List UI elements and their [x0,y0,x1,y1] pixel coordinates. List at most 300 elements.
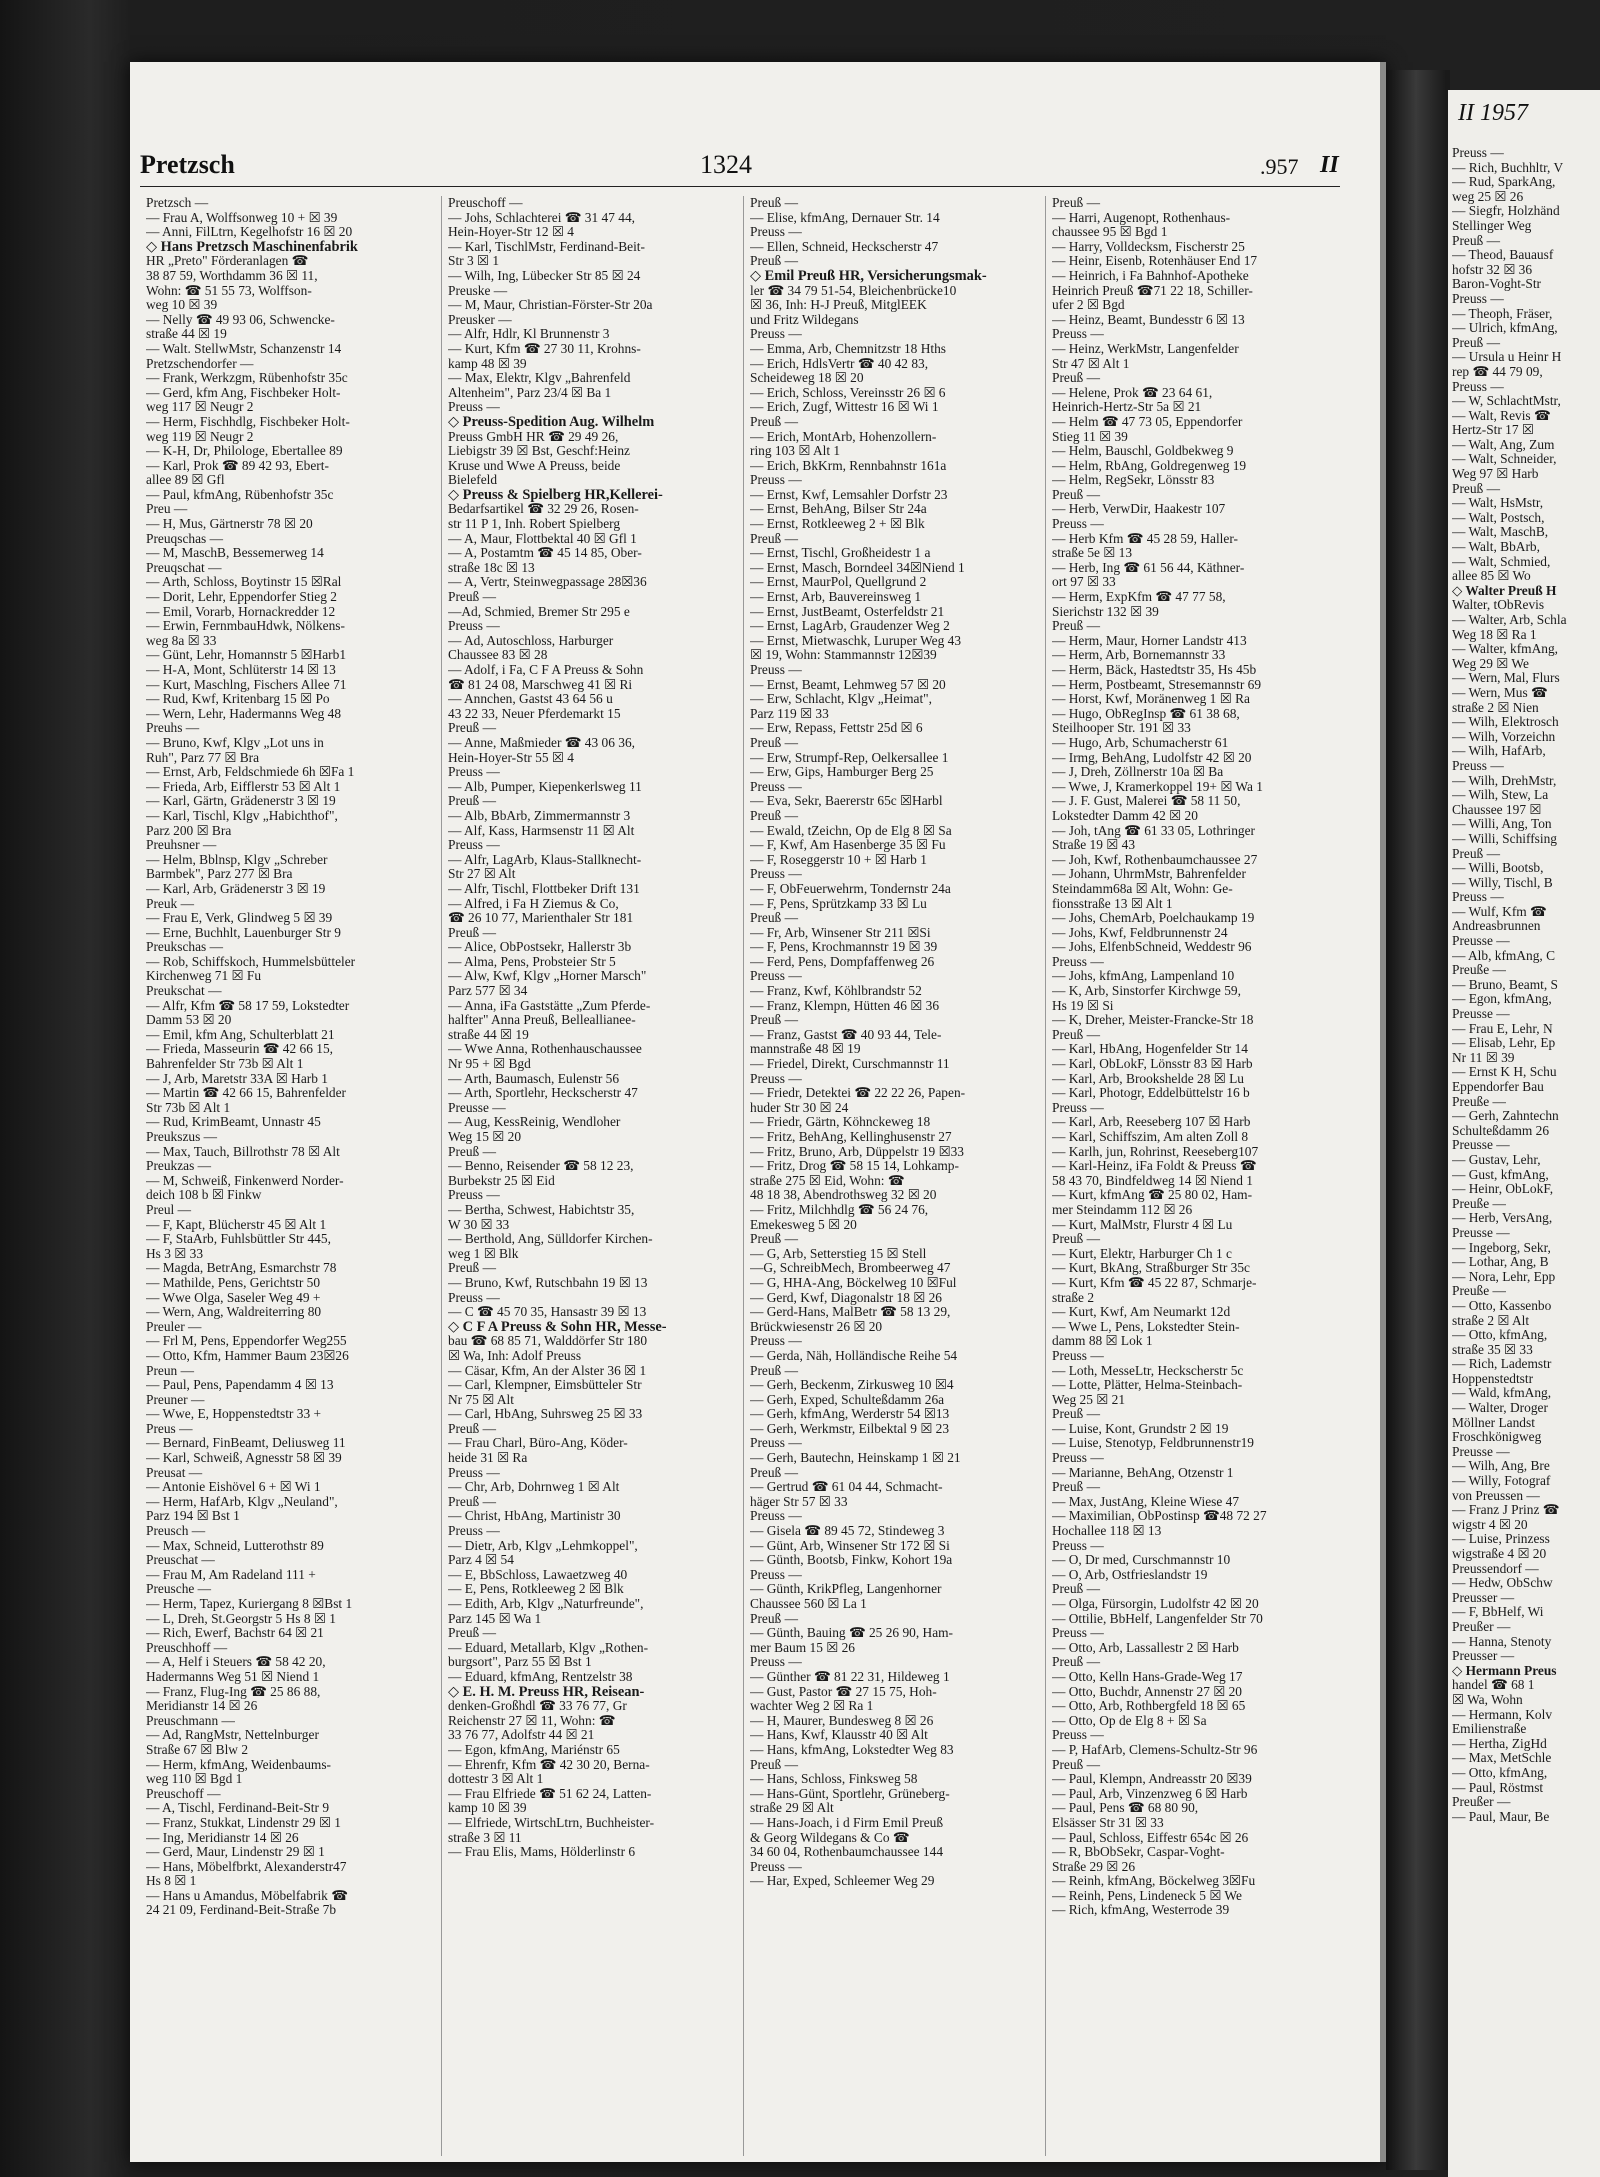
directory-entry: Preuschat — [146,1553,215,1568]
directory-entry: Preuss — [1052,1451,1104,1466]
directory-entry: — Johann, UhrmMstr, Bahrenfelder [1052,867,1246,882]
directory-entry: — Rud, KrimBeamt, Unnastr 45 [146,1115,321,1130]
directory-entry: — Rob, Schiffskoch, Hummelsbütteler [146,954,356,969]
directory-entry: Steindamm68a ☒ Alt, Wohn: Ge- [1052,881,1233,896]
directory-entry: Lokstedter Damm 42 ☒ 20 [1052,808,1198,823]
directory-entry: Hoppenstedtstr [1452,1371,1534,1386]
directory-entry: Preuss — [1052,327,1104,342]
directory-entry: — Günt, Arb, Winsener Str 172 ☒ Si [750,1538,950,1553]
directory-entry: ◇ Emil Preuß HR, Versicherungsmak- [750,268,987,284]
directory-entry: — Martin ☎ 42 66 15, Bahrenfelder [146,1086,347,1101]
directory-entry: — Wilh, HafArb, [1452,744,1546,759]
directory-entry: Preuß — [1052,619,1100,634]
directory-entry: Emilienstraße [1452,1722,1527,1737]
directory-entry: Preussendorf — [1452,1561,1539,1576]
directory-entry: — Fritz, Bruno, Arb, Düppelstr 19 ☒33 [750,1144,964,1159]
directory-entry: — Fritz, Drog ☎ 58 15 14, Lohkamp- [750,1159,959,1174]
directory-entry: 24 21 09, Ferdinand-Beit-Straße 7b [146,1903,337,1918]
directory-entry: Preuß — [448,1626,496,1641]
directory-entry: — Wern, Lehr, Hadermanns Weg 48 [146,706,342,721]
directory-entry: — Mathilde, Pens, Gerichtstr 50 [146,1275,321,1290]
directory-entry: Preuß — [750,1013,798,1028]
directory-entry: — Edith, Arb, Klgv „Naturfreunde", [448,1597,644,1611]
directory-entry: — Erich, BkKrm, Rennbahnstr 161a [750,458,947,473]
directory-entry: — Alfr, Kfm ☎ 58 17 59, Lokstedter [146,998,350,1013]
directory-entry: — Carl, HbAng, Suhrsweg 25 ☒ 33 [448,1407,643,1422]
directory-entry: — G, Arb, Setterstieg 15 ☒ Stell [750,1246,927,1261]
directory-entry: Andreasbrunnen [1452,919,1541,934]
directory-entry: Preuß — [750,1611,798,1626]
directory-entry: deich 108 b ☒ Finkw [146,1188,262,1203]
directory-entry: — Arth, Sportlehr, Heckscherstr 47 [448,1086,638,1101]
directory-entry: — Bruno, Beamt, S [1452,977,1559,992]
directory-entry: Walter, tObRevis [1452,598,1545,613]
directory-entry: — M, MaschB, Bessemerweg 14 [146,546,324,561]
directory-entry: — Frieda, Arb, Eifflerstr 53 ☒ Alt 1 [146,779,341,794]
directory-entry: — Günth, Bootsb, Finkw, Kohort 19a [750,1553,953,1568]
directory-entry: — Ehrenfr, Kfm ☎ 42 30 20, Berna- [448,1757,650,1772]
directory-entry: Weg 15 ☒ 20 [448,1130,522,1144]
directory-entry: — Herb, VersAng, [1452,1211,1553,1226]
directory-entry: ☒ 19, Wohn: Stammannstr 12☒39 [750,648,937,663]
directory-entry: — Max, Elektr, Klgv „Bahrenfeld [448,371,631,386]
directory-entry: — F, Roseggerstr 10 + ☒ Harb 1 [750,852,927,867]
directory-entry: — Willi, Bootsb, [1452,861,1544,876]
directory-entry: Weg 97 ☒ Harb [1452,467,1539,482]
directory-entry: Hs 3 ☒ 33 [146,1246,204,1261]
directory-entry: — Carl, Klempner, Eimsbütteler Str [448,1378,642,1393]
directory-entry: Preusse — [1452,1225,1510,1240]
directory-entry: — Hans-Günt, Sportlehr, Grüneberg- [750,1786,950,1801]
directory-entry: — Helm, RbAng, Goldregenweg 19 [1052,458,1247,473]
directory-entry: — Elfriede, WirtschLtrn, Buchheister- [448,1815,655,1830]
directory-entry: — Chr, Arb, Dohrnweg 1 ☒ Alt [448,1480,620,1495]
next-page-header: II 1957 [1458,100,1528,126]
directory-entry: — Herb Kfm ☎ 45 28 59, Haller- [1052,531,1238,546]
directory-entry: — Karl, Arb, Brookshelde 28 ☒ Lu [1052,1071,1245,1086]
directory-entry: allee 89 ☒ Gfl [146,473,225,488]
directory-entry: — Heinz, WerkMstr, Langenfelder [1052,341,1239,356]
directory-entry: — Willi, Schiffsing [1452,831,1557,846]
directory-entry: — Horst, Kwf, Moränenweg 1 ☒ Ra [1052,692,1250,707]
directory-entry: Preuss — [1452,758,1504,773]
directory-entry: & Georg Wildegans & Co ☎ [750,1830,910,1845]
directory-entry: — Friedel, Direkt, Curschmannstr 11 [750,1057,950,1072]
directory-entry: — Johs, kfmAng, Lampenland 10 [1052,969,1235,984]
directory-entry: — A, Helf i Steuers ☎ 58 42 20, [146,1655,326,1670]
directory-entry: — Hans, kfmAng, Lokstedter Weg 83 [750,1742,954,1757]
directory-entry: — Elise, kfmAng, Dernauer Str. 14 [750,210,940,225]
directory-entry: — F, Kapt, Blücherstr 45 ☒ Alt 1 [146,1217,327,1232]
directory-entry: ◇ Walter Preuß H [1452,583,1557,598]
directory-entry: — Günth, KrikPfleg, Langenhorner [750,1582,942,1597]
directory-entry: ☎ 26 10 77, Marienthaler Str 181 [448,911,634,926]
directory-entry: — H, Maurer, Bundesweg 8 ☒ 26 [750,1713,934,1728]
directory-entry: ufer 2 ☒ Bgd [1052,298,1125,313]
directory-entry: — Maximilian, ObPostinsp ☎48 72 27 [1052,1509,1267,1524]
directory-entry: — Alf, Kass, Harmsenstr 11 ☒ Alt [448,823,635,838]
directory-entry: — Walt, HsMstr, [1452,496,1544,511]
directory-entry: — Wwe, J, Kramerkoppel 19+ ☒ Wa 1 [1052,779,1263,794]
directory-entry: Preuß — [750,735,798,750]
directory-entry: — Joh, Kwf, Rothenbaumchaussee 27 [1052,852,1258,867]
directory-entry: — Max, MetSchle [1452,1751,1552,1766]
directory-entry: — Elisab, Lehr, Ep [1452,1036,1556,1051]
directory-entry: — Herm, Postbeamt, Stresemannstr 69 [1052,677,1262,692]
directory-entry: Heinrich Preuß ☎71 22 18, Schiller- [1052,283,1253,298]
directory-entry: Preuss — [1052,1100,1104,1115]
directory-entry: damm 88 ☒ Lok 1 [1052,1334,1153,1349]
directory-entry: — Harri, Augenopt, Rothenhaus- [1052,210,1231,225]
directory-entry: Preuschoff — [448,196,523,210]
directory-entry: — Erich, Schloss, Vereinsstr 26 ☒ 6 [750,385,946,400]
directory-entry: straße 18c ☒ 13 [448,560,535,575]
directory-entry: — Ernst, Tischl, Großheidestr 1 a [750,546,931,561]
directory-entry: — Heinz, Beamt, Bundesstr 6 ☒ 13 [1052,312,1245,327]
directory-entry: — Helm, Bauschl, Goldbekweg 9 [1052,444,1234,459]
directory-entry: Nr 75 ☒ Alt [448,1392,514,1407]
directory-entry: Preuss — [1452,379,1504,394]
directory-entry: — K-H, Dr, Philologe, Ebertallee 89 [146,444,343,459]
directory-entry: Eppendorfer Bau [1452,1080,1544,1094]
directory-entry: chaussee 95 ☒ Bgd 1 [1052,225,1168,240]
directory-entry: bau ☎ 68 85 71, Walddörfer Str 180 [448,1334,648,1349]
directory-entry: — Otto, kfmAng, [1452,1328,1548,1343]
directory-entry: — Wilh, Ing, Lübecker Str 85 ☒ 24 [448,268,641,283]
directory-entry: — K, Dreher, Meister-Francke-Str 18 [1052,1013,1254,1028]
directory-entry: — Ewald, tZeichn, Op de Elg 8 ☒ Sa [750,823,952,838]
directory-entry: — Herm, Maur, Horner Landstr 413 [1052,633,1247,648]
directory-entry: — Walt, Schneider, [1452,452,1557,467]
directory-entry: Preusse — [1452,1444,1510,1459]
directory-entry: straße 2 [1052,1290,1095,1305]
directory-entry: ☒ Wa, Inh: Adolf Preuss [448,1348,582,1363]
directory-entry: — Benno, Reisender ☎ 58 12 23, [448,1159,634,1174]
directory-entry: — Frau Elfriede ☎ 51 62 24, Latten- [448,1786,652,1801]
directory-entry: — Walter, Droger [1452,1401,1548,1416]
directory-entry: Preuß — [1052,196,1100,210]
directory-entry: — Ernst, MaurPol, Quellgrund 2 [750,575,927,590]
directory-entry: Preusker — [448,312,512,327]
directory-entry: Str 27 ☒ Alt [448,867,516,882]
directory-entry: — Kurt, Elektr, Harburger Ch 1 c [1052,1246,1232,1261]
directory-entry: Preusse — [448,1100,506,1115]
directory-entry: — Cäsar, Kfm, An der Alster 36 ☒ 1 [448,1363,647,1378]
next-page-edge [1448,90,1600,2177]
directory-entry: — Frank, Werkzgm, Rübenhofstr 35c [146,371,348,386]
directory-entry: Preuss — [750,1334,802,1349]
directory-entry: Preusse — [1452,1138,1510,1153]
directory-entry: — Günt, Lehr, Homannstr 5 ☒Harb1 [146,648,347,663]
directory-entry: — Rich, Ewerf, Bachstr 64 ☒ 21 [146,1626,324,1641]
directory-entry: — Gerh, Zahntechn [1452,1109,1559,1124]
directory-entry: Stellinger Weg [1452,218,1532,233]
directory-entry: straße 44 ☒ 19 [448,1027,529,1042]
directory-entry: Preuß — [448,1144,496,1159]
directory-entry: — Karl, Gärtn, Grädenerstr 3 ☒ 19 [146,794,336,809]
directory-entry: Parz 119 ☒ 33 [750,706,829,721]
directory-entry: — Fritz, BehAng, Kellinghusenstr 27 [750,1130,952,1144]
directory-entry: ◇ Hans Pretzsch Maschinenfabrik [146,239,358,255]
directory-entry: häger Str 57 ☒ 33 [750,1494,848,1509]
directory-entry: Chaussee 560 ☒ La 1 [750,1597,867,1611]
directory-entry: hofstr 32 ☒ 36 [1452,262,1533,277]
directory-entry: — F, StaArb, Fuhlsbüttler Str 445, [146,1232,331,1247]
directory-entry: — H, Mus, Gärtnerstr 78 ☒ 20 [146,517,313,532]
directory-entry: Preußer — [1452,1619,1511,1634]
directory-entry: — Paul, Pens ☎ 68 80 90, [1052,1801,1199,1816]
directory-entry: — Wwe, E, Hoppenstedtstr 33 + [146,1407,322,1422]
directory-entry: — Ernst, JustBeamt, Osterfeldstr 21 [750,604,945,619]
directory-entry: Preuße — [1452,1196,1506,1211]
directory-entry: — Johs, ElfenbSchneid, Weddestr 96 [1052,940,1252,955]
directory-entry: allee 85 ☒ Wo [1452,569,1531,584]
directory-entry: — Karl, ObLokF, Lönsstr 83 ☒ Harb [1052,1057,1253,1072]
directory-entry: — F, Pens, Krochmannstr 19 ☒ 39 [750,940,938,955]
directory-entry: — Karl, Arb, Grädenerstr 3 ☒ 19 [146,881,326,896]
directory-entry: — Arth, Schloss, Boytinstr 15 ☒Ral [146,575,342,590]
directory-entry: Preuß — [750,808,798,823]
directory-entry: Preuß — [448,794,496,809]
directory-entry: Preuss — [1052,1728,1104,1743]
directory-entry: Preuss — [750,327,802,342]
directory-entry: Preuß — [1052,1655,1100,1670]
directory-entry: weg 119 ☒ Neugr 2 [146,429,254,444]
directory-entry: — Wern, Mus ☎ [1452,685,1548,700]
directory-entry: burgsort", Parz 55 ☒ Bst 1 [448,1655,592,1670]
directory-entry: Preuß — [1052,487,1100,502]
directory-entry: — L, Dreh, St.Georgstr 5 Hs 8 ☒ 1 [146,1611,336,1626]
directory-entry: — Ad, RangMstr, Nettelnburger [146,1728,319,1743]
directory-entry: — Walt, MaschB, [1452,525,1549,540]
directory-entry: — Nora, Lehr, Epp [1452,1269,1556,1284]
directory-entry: Preuss — [750,867,802,882]
directory-entry: — Johs, ChemArb, Poelchaukamp 19 [1052,911,1255,926]
directory-entry: Preuske — [448,283,508,298]
directory-entry: — Ingeborg, Sekr, [1452,1240,1551,1255]
directory-entry: — Hans, Kwf, Klausstr 40 ☒ Alt [750,1728,928,1743]
directory-entry: — Karl, TischlMstr, Ferdinand-Beit- [448,239,645,254]
directory-entry: — Otto, kfmAng, [1452,1765,1548,1780]
directory-column-4 [1046,196,1348,2156]
directory-entry: Preuss — [1452,146,1504,160]
directory-entry: — Otto, Kassenbo [1452,1298,1552,1313]
directory-entry: von Preussen — [1452,1488,1540,1503]
directory-entry: — Rich, Lademstr [1452,1357,1552,1372]
directory-entry: dottestr 3 ☒ Alt 1 [448,1772,544,1787]
directory-entry: — Otto, Arb, Rothbergfeld 18 ☒ 65 [1052,1699,1246,1714]
directory-entry: Hs 19 ☒ Si [1052,998,1114,1013]
directory-entry: Parz 145 ☒ Wa 1 [448,1611,542,1626]
directory-entry: — Frau M, Am Radeland 111 + [146,1567,316,1582]
directory-entry: — F, BbHelf, Wi [1452,1605,1544,1620]
directory-entry: straße 275 ☒ Eid, Wohn: ☎ [750,1173,905,1188]
directory-entry: Preuß — [750,1363,798,1378]
directory-entry: Preuss — [1052,1348,1104,1363]
header-page-number: 1324 [700,150,752,179]
directory-entry: — Max, Schneid, Lutterothstr 89 [146,1538,324,1553]
directory-entry: straße 29 ☒ Alt [750,1801,834,1816]
directory-entry: — Hans, Möbelfbrkt, Alexanderstr47 [146,1859,347,1874]
directory-entry: 58 43 70, Bindfeldweg 14 ☒ Niend 1 [1052,1173,1253,1188]
directory-entry: — Marianne, BehAng, Otzenstr 1 [1052,1465,1234,1480]
directory-entry: Preuss — [750,225,802,240]
directory-entry: — Paul, Arb, Vinzenzweg 6 ☒ Harb [1052,1786,1248,1801]
directory-entry: ler ☎ 34 79 51-54, Bleichenbrücke10 [750,283,957,298]
directory-entry: ☎ 81 24 08, Marschweg 41 ☒ Ri [448,677,633,692]
directory-entry: — Gerd, kfm Ang, Fischbeker Holt- [146,385,341,400]
directory-entry: — Herm, HafArb, Klgv „Neuland", [146,1494,338,1509]
directory-entry: Preusse — [1452,1007,1510,1022]
directory-entry: — Bernard, FinBeamt, Deliusweg 11 [146,1436,346,1451]
directory-entry: Scheideweg 18 ☒ 20 [750,371,864,386]
directory-entry: ◇ Hermann Preus [1452,1663,1557,1678]
directory-entry: — W, SchlachtMstr, [1452,394,1561,409]
directory-entry: — Wulf, Kfm ☎ [1452,904,1547,919]
directory-entry: Preuß — [750,1757,798,1772]
directory-entry: — Ernst, BehAng, Bilser Str 24a [750,502,927,517]
directory-entry: Preuhs — [146,721,200,736]
directory-entry: — Alice, ObPostsekr, Hallerstr 3b [448,940,632,955]
directory-entry: — Emma, Arb, Chemnitzstr 18 Hths [750,341,947,356]
directory-entry: — Christ, HbAng, Martinistr 30 [448,1509,621,1524]
directory-entry: ◇ E. H. M. Preuss HR, Reisean- [448,1684,645,1700]
directory-entry: — Annchen, Gastst 43 64 56 u [448,692,613,707]
directory-entry: — Kurt, Kfm ☎ 45 22 87, Schmarje- [1052,1275,1257,1290]
directory-entry: heide 31 ☒ Ra [448,1451,528,1466]
directory-entry: — Herb, VerwDir, Haakestr 107 [1052,502,1226,517]
directory-entry: — Olga, Fürsorgin, Ludolfstr 42 ☒ 20 [1052,1597,1259,1611]
directory-entry: — Alfred, i Fa H Ziemus & Co, [448,896,619,911]
directory-entry: Preuß — [750,196,798,210]
directory-entry: Kruse und Wwe A Preuss, beide [448,458,621,473]
directory-entry: Preuß — [448,590,496,605]
directory-entry: — Franz, Kwf, Köhlbrandstr 52 [750,984,922,999]
directory-entry: kamp 10 ☒ 39 [448,1801,527,1816]
directory-entry: straße 5e ☒ 13 [1052,546,1133,561]
directory-entry: — Ernst, Mietwaschk, Luruper Weg 43 [750,633,962,648]
directory-entry: — Fritz, Milchhdlg ☎ 56 24 76, [750,1202,929,1217]
directory-entry: — Erw, Gips, Hamburger Berg 25 [750,765,934,780]
directory-entry: und Fritz Wildegans [750,312,859,327]
directory-entry: — Erw, Repass, Fettstr 25d ☒ 6 [750,721,923,736]
directory-entry: —Ad, Schmied, Bremer Str 295 e [448,604,630,619]
directory-entry: straße 44 ☒ 19 [146,327,227,342]
directory-entry: Preuß — [750,911,798,926]
directory-entry: Preuss — [448,1465,500,1480]
directory-entry: — Kurt, BkAng, Straßburger Str 35c [1052,1261,1250,1276]
directory-entry: — Walt, Postsch, [1452,510,1545,525]
directory-entry: — E, Pens, Rotkleeweg 2 ☒ Blk [448,1582,624,1597]
directory-entry: — Luise, Prinzess [1452,1532,1550,1547]
directory-entry: — Gerh, kfmAng, Werderstr 54 ☒13 [750,1407,950,1422]
directory-entry: Preuß — [1052,1407,1100,1422]
directory-entry: — F, ObFeuerwehrm, Tondernstr 24a [750,881,951,896]
directory-entry: — Erich, MontArb, Hohenzollern- [750,429,937,444]
directory-entry: — Emil, kfm Ang, Schulterblatt 21 [146,1027,335,1042]
directory-entry: Pretzsch — [146,196,209,210]
directory-entry: — Helm, Bblnsp, Klgv „Schreber [146,852,328,867]
directory-entry: halfter" Anna Preuß, Belleallianee- [448,1013,636,1028]
header-volume: II [1320,152,1339,178]
directory-entry: — Max, Tauch, Billrothstr 78 ☒ Alt [146,1144,340,1159]
directory-entry: — Hans-Joach, i d Firm Emil Preuß [750,1815,944,1830]
directory-entry: — Erw, Schlacht, Klgv „Heimat", [750,692,932,707]
directory-entry: — Wilh, Ang, Bre [1452,1459,1550,1474]
directory-entry: — Wern, Ang, Waldreiterring 80 [146,1305,322,1320]
directory-entry: Preuß — [1052,1480,1100,1495]
directory-entry: Preusch — [146,1524,206,1539]
directory-entry: — Otto, Buchdr, Annenstr 27 ☒ 20 [1052,1684,1242,1699]
directory-entry: — Reinh, kfmAng, Böckelweg 3☒Fu [1052,1874,1256,1889]
directory-entry: Preuschhoff — [146,1640,228,1655]
directory-entry: Preusser — [1452,1649,1515,1664]
directory-entry: Preuschmann — [146,1713,235,1728]
directory-entry: Parz 200 ☒ Bra [146,823,232,838]
directory-entry: Preuqschat — [146,560,222,575]
directory-entry: Preus — [146,1421,193,1436]
directory-entry: — Paul, kfmAng, Rübenhofstr 35c [146,487,334,502]
directory-entry: Bedarfsartikel ☎ 32 29 26, Rosen- [448,502,639,517]
directory-entry: — Karl, Schiffszim, Am alten Zoll 8 [1052,1130,1249,1144]
directory-entry: — E, BbSchloss, Lawaetzweg 40 [448,1567,628,1582]
directory-entry: Preuss — [448,1524,500,1539]
directory-entry: Schulteßdamm 26 [1452,1123,1550,1138]
directory-entry: — Herm, Bäck, Hastedtstr 35, Hs 45b [1052,663,1257,677]
directory-entry: weg 110 ☒ Bgd 1 [146,1772,243,1787]
directory-entry: — Walt, Ang, Zum [1452,437,1555,452]
directory-entry: — Franz, Flug-Ing ☎ 25 86 88, [146,1684,321,1699]
directory-entry: Preuss — [750,1859,802,1874]
directory-entry: ort 97 ☒ 33 [1052,575,1116,590]
header-place-name: Pretzsch [140,150,235,179]
directory-entry: Weg 18 ☒ Ra 1 [1452,627,1537,642]
directory-entry: handel ☎ 68 1 [1452,1678,1535,1693]
directory-entry: — A, Tischl, Ferdinand-Beit-Str 9 [146,1801,330,1816]
directory-entry: fionsstraße 13 ☒ Alt 1 [1052,896,1173,911]
directory-entry: — Joh, tAng ☎ 61 33 05, Lothringer [1052,823,1256,838]
directory-entry: straße 35 ☒ 33 [1452,1342,1533,1357]
directory-entry: Chaussee 83 ☒ 28 [448,648,548,663]
directory-entry: Preuss — [448,1290,500,1305]
directory-entry: — A, Vertr, Steinwegpassage 28☒36 [448,575,647,590]
directory-entry: — Otto, Op de Elg 8 + ☒ Sa [1052,1713,1207,1728]
directory-entry: W 30 ☒ 33 [448,1217,510,1232]
directory-entry: — Gerh, Bautechn, Heinskamp 1 ☒ 21 [750,1451,961,1466]
directory-entry: huder Str 30 ☒ 24 [750,1100,849,1115]
directory-entry: Parz 4 ☒ 54 [448,1553,514,1568]
directory-entry: Preuss — [750,663,802,677]
directory-entry: Preuß — [750,1232,798,1247]
directory-entry: — Hermann, Kolv [1452,1707,1553,1722]
directory-entry: Preuß — [448,925,496,940]
directory-entry: Sierichstr 132 ☒ 39 [1052,604,1159,619]
directory-entry: — Theoph, Fräser, [1452,306,1553,321]
directory-entry: — H-A, Mont, Schlüterstr 14 ☒ 13 [146,663,336,677]
directory-entry: — Harry, Volldecksm, Fischerstr 25 [1052,239,1245,254]
directory-entry: Straße 67 ☒ Blw 2 [146,1742,249,1757]
directory-entry: Straße 29 ☒ 26 [1052,1859,1136,1874]
directory-entry: — Heinrich, i Fa Bahnhof-Apotheke [1052,268,1249,283]
directory-entry: Preuß — [1052,371,1100,386]
directory-entry: — Walt, BbArb, [1452,540,1540,555]
directory-entry: Preuschoff — [146,1786,221,1801]
directory-entry: — Luise, Kont, Grundstr 2 ☒ 19 [1052,1421,1229,1436]
directory-entry: — A, Postamtm ☎ 45 14 85, Ober- [448,546,642,561]
next-page-column [1452,146,1598,1824]
directory-column-2 [442,196,744,2156]
directory-entry: — Frieda, Masseurin ☎ 42 66 15, [146,1042,334,1057]
